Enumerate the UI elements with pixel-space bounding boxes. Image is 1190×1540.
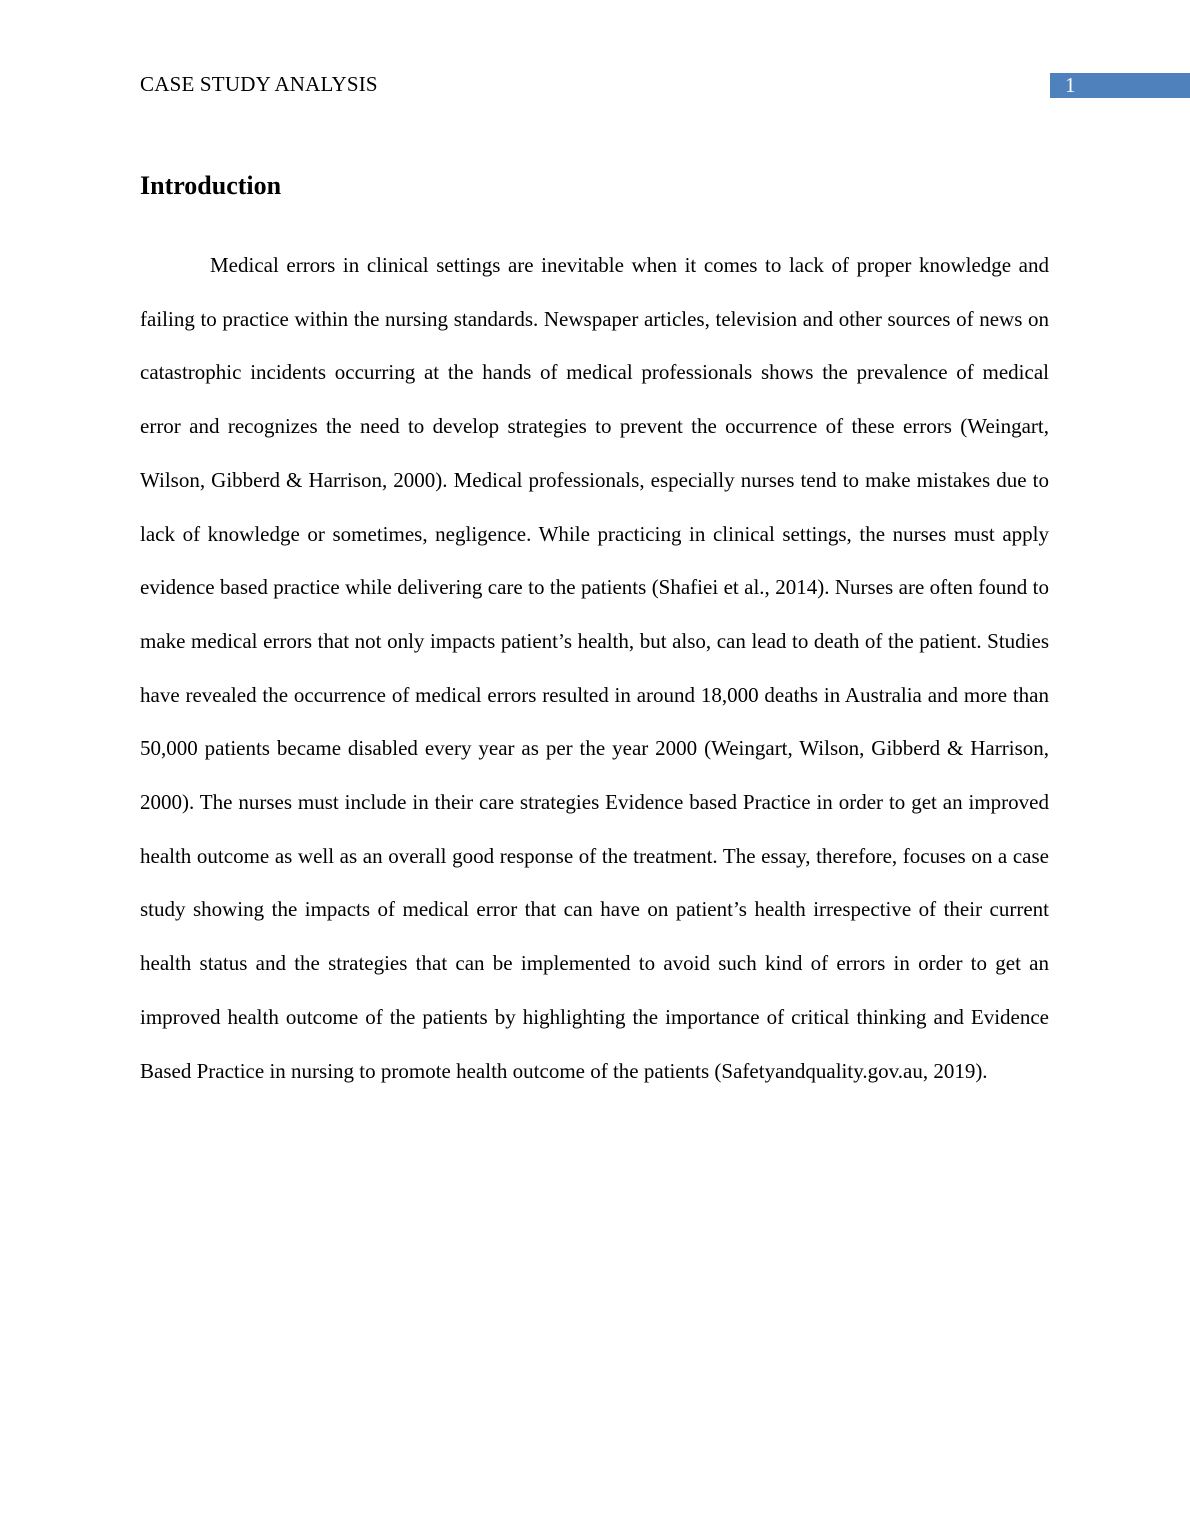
page-number: 1	[1065, 73, 1076, 97]
body-paragraph: Medical errors in clinical settings are inevitable when it comes to lack of proper knowledge and failing to practice within the nursing standards. Newspaper articles, television and other sources of news on catastrophic incidents occurring at the hands of medical professionals shows the prevalence of medical error and recognizes the need to develop strategies to prevent the occurrence of these errors (Weingart, Wilson, Gibberd & Harrison, 2000). Medical professionals, especially nurses tend to make mistakes due to lack of knowledge or sometimes, negligence. While practicing in clinical settings, the nurses must apply evidence based practice while delivering care to the patients (Shafiei et al., 2014). Nurses are often found to make medical errors that not only impacts patient’s health, but also, can lead to death of the patient. Studies have revealed the occurrence of medical errors resulted in around 18,000 deaths in Australia and more than 50,000 patients became disabled every year as per the year 2000 (Weingart, Wilson, Gibberd & Harrison, 2000). The nurses must include in their care strategies Evidence based Practice in order to get an improved health outcome as well as an overall good response of the treatment. The essay, therefore, focuses on a case study showing the impacts of medical error that can have on patient’s health irrespective of their current health status and the strategies that can be implemented to avoid such kind of errors in order to get an improved health outcome of the patients by highlighting the importance of critical thinking and Evidence Based Practice in nursing to promote health outcome of the patients (Safetyandquality.gov.au, 2019).	[140, 253, 1049, 1083]
page-number-badge	[1050, 73, 1190, 98]
running-head: CASE STUDY ANALYSIS	[140, 72, 378, 96]
section-heading: Introduction	[140, 171, 282, 200]
